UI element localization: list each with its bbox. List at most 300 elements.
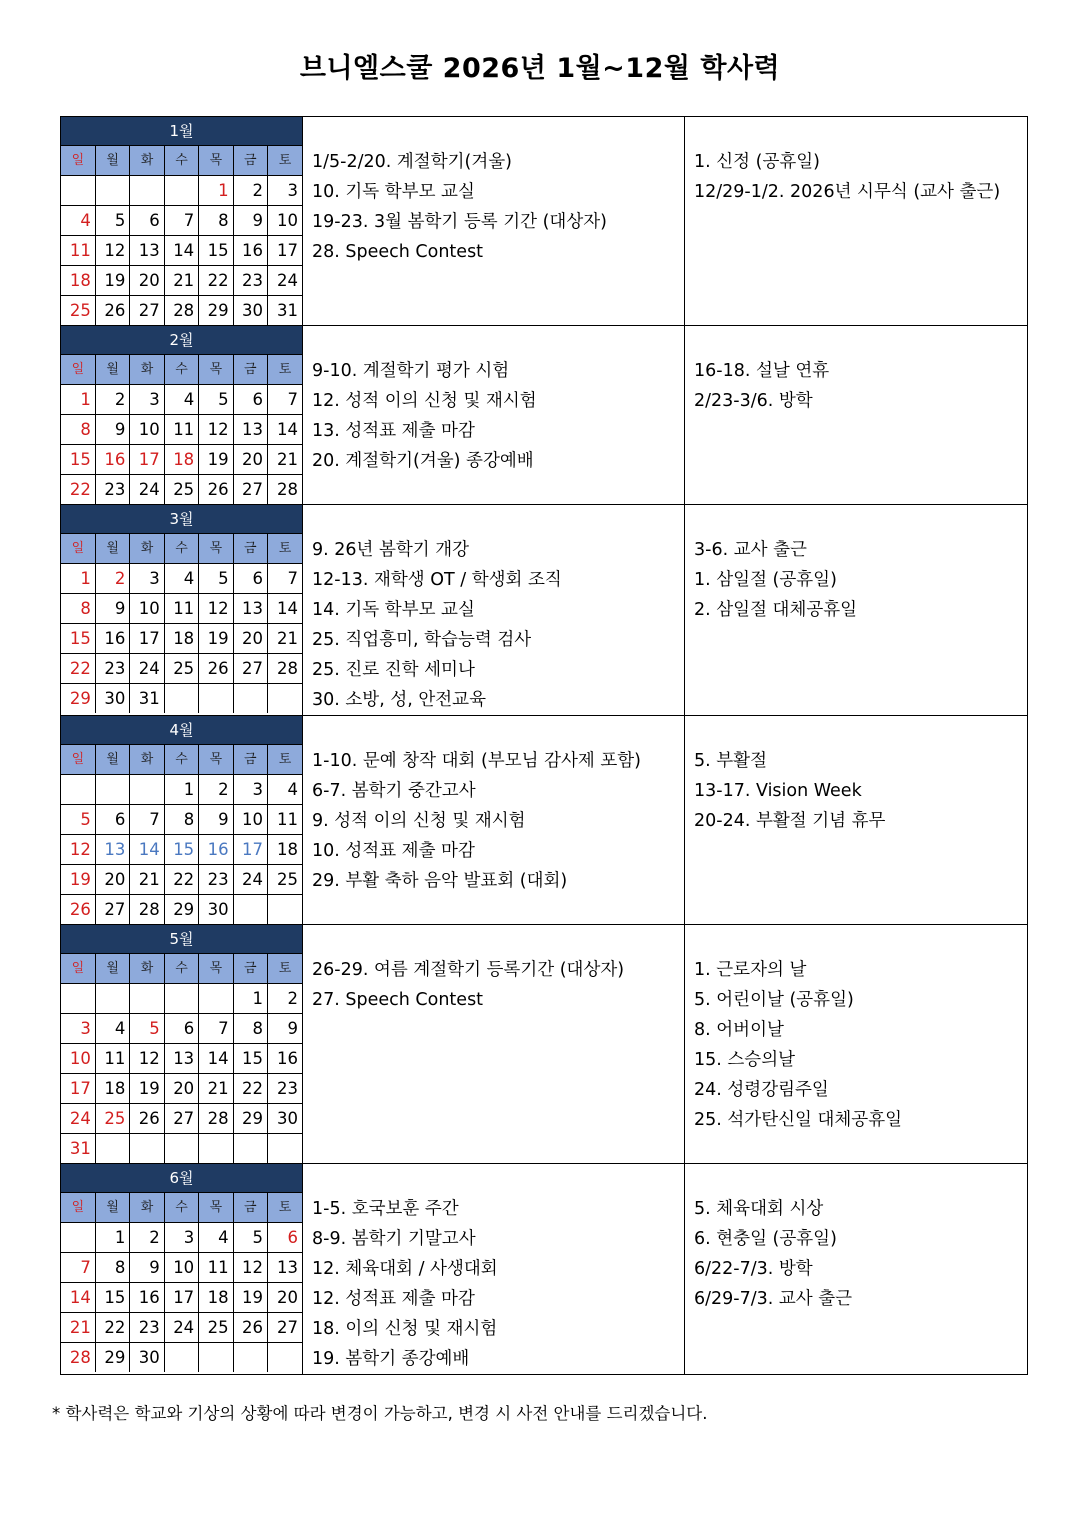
day-cell: 17 bbox=[268, 236, 302, 266]
event-item: 1-10. 문예 창작 대회 (부모님 감사제 포함) bbox=[312, 751, 641, 771]
weekday-header: 화 bbox=[130, 745, 164, 775]
event-item: 25. 진로 진학 세미나 bbox=[312, 660, 475, 680]
day-cell: 2 bbox=[268, 984, 302, 1014]
day-cell: 22 bbox=[164, 865, 198, 895]
month-title: 1월 bbox=[61, 117, 302, 146]
event-item: 26-29. 여름 계절학기 등록기간 (대상자) bbox=[312, 960, 625, 980]
month-calendar bbox=[61, 326, 303, 505]
day-cell: 18 bbox=[61, 266, 95, 296]
week-row bbox=[61, 266, 302, 296]
week-row bbox=[61, 176, 302, 206]
holiday-item: 6/29-7/3. 교사 출근 bbox=[694, 1289, 853, 1309]
holiday-item: 5. 체육대회 시상 bbox=[694, 1199, 824, 1219]
day-cell bbox=[199, 1134, 233, 1164]
day-cell: 23 bbox=[268, 1074, 302, 1104]
day-cell: 9 bbox=[233, 206, 267, 236]
day-cell: 30 bbox=[268, 1104, 302, 1134]
day-cell bbox=[130, 1134, 164, 1164]
day-cell: 18 bbox=[199, 1283, 233, 1313]
day-cell: 28 bbox=[61, 1343, 95, 1373]
holiday-item: 20-24. 부활절 기념 휴무 bbox=[694, 811, 886, 831]
weekday-header: 금 bbox=[233, 534, 267, 564]
event-item: 12-13. 재학생 OT / 학생회 조직 bbox=[312, 570, 562, 590]
day-cell bbox=[268, 684, 302, 714]
day-cell: 14 bbox=[268, 415, 302, 445]
day-cell bbox=[130, 775, 164, 805]
day-cell: 16 bbox=[95, 445, 129, 475]
day-cell: 31 bbox=[130, 684, 164, 714]
month-block bbox=[61, 505, 1028, 716]
event-item: 30. 소방, 성, 안전교육 bbox=[312, 690, 486, 710]
day-cell bbox=[199, 984, 233, 1014]
weekday-header: 토 bbox=[268, 954, 302, 984]
day-cell: 23 bbox=[199, 865, 233, 895]
day-cell: 10 bbox=[61, 1044, 95, 1074]
day-cell: 23 bbox=[233, 266, 267, 296]
week-row bbox=[61, 835, 302, 865]
day-cell: 6 bbox=[233, 564, 267, 594]
day-cell bbox=[164, 984, 198, 1014]
weekday-header: 일 bbox=[61, 355, 95, 385]
day-cell: 17 bbox=[164, 1283, 198, 1313]
day-cell: 5 bbox=[199, 385, 233, 415]
weekday-header: 일 bbox=[61, 534, 95, 564]
month-holidays bbox=[685, 1164, 1028, 1375]
weekday-header: 목 bbox=[199, 355, 233, 385]
event-item: 20. 계절학기(겨울) 종강예배 bbox=[312, 451, 534, 471]
day-cell bbox=[164, 176, 198, 206]
month-calendar bbox=[61, 716, 303, 925]
week-row bbox=[61, 1253, 302, 1283]
day-cell bbox=[130, 176, 164, 206]
weekday-header: 목 bbox=[199, 745, 233, 775]
day-cell: 15 bbox=[95, 1283, 129, 1313]
weekday-header: 일 bbox=[61, 146, 95, 176]
day-cell: 9 bbox=[95, 415, 129, 445]
weekday-header: 수 bbox=[164, 745, 198, 775]
day-cell: 10 bbox=[130, 415, 164, 445]
day-cell bbox=[233, 1343, 267, 1373]
day-cell: 4 bbox=[164, 385, 198, 415]
day-cell: 3 bbox=[130, 385, 164, 415]
week-row bbox=[61, 1223, 302, 1253]
day-cell: 25 bbox=[61, 296, 95, 326]
day-cell: 3 bbox=[61, 1014, 95, 1044]
week-row bbox=[61, 564, 302, 594]
weekday-header: 금 bbox=[233, 954, 267, 984]
weekday-header: 목 bbox=[199, 1193, 233, 1223]
event-item: 10. 기독 학부모 교실 bbox=[312, 182, 475, 202]
month-title: 3월 bbox=[61, 505, 302, 534]
day-cell: 12 bbox=[233, 1253, 267, 1283]
day-cell: 11 bbox=[95, 1044, 129, 1074]
event-item: 19-23. 3월 봄학기 등록 기간 (대상자) bbox=[312, 212, 607, 232]
day-cell: 30 bbox=[95, 684, 129, 714]
day-cell: 3 bbox=[164, 1223, 198, 1253]
day-cell bbox=[164, 1134, 198, 1164]
month-holidays bbox=[685, 505, 1028, 716]
day-cell: 3 bbox=[130, 564, 164, 594]
day-cell: 29 bbox=[233, 1104, 267, 1134]
weekday-header: 수 bbox=[164, 954, 198, 984]
page-title: 브니엘스쿨 2026년 1월~12월 학사력 bbox=[299, 53, 781, 84]
day-cell: 24 bbox=[164, 1313, 198, 1343]
day-cell: 20 bbox=[130, 266, 164, 296]
day-cell: 24 bbox=[61, 1104, 95, 1134]
holiday-item: 25. 석가탄신일 대체공휴일 bbox=[694, 1110, 903, 1130]
day-cell: 27 bbox=[268, 1313, 302, 1343]
holiday-item: 13-17. Vision Week bbox=[694, 781, 862, 801]
weekday-header: 월 bbox=[95, 745, 129, 775]
day-cell: 10 bbox=[268, 206, 302, 236]
day-cell: 14 bbox=[61, 1283, 95, 1313]
day-cell: 23 bbox=[95, 475, 129, 505]
day-cell: 2 bbox=[95, 385, 129, 415]
day-cell: 19 bbox=[95, 266, 129, 296]
holiday-item: 6. 현충일 (공휴일) bbox=[694, 1229, 837, 1249]
day-cell: 7 bbox=[268, 564, 302, 594]
week-row bbox=[61, 865, 302, 895]
day-cell: 8 bbox=[233, 1014, 267, 1044]
holiday-item: 15. 스승의날 bbox=[694, 1050, 796, 1070]
day-cell: 26 bbox=[199, 475, 233, 505]
weekday-header: 화 bbox=[130, 146, 164, 176]
holiday-item: 1. 근로자의 날 bbox=[694, 960, 807, 980]
weekday-header: 토 bbox=[268, 745, 302, 775]
holiday-item: 1. 신정 (공휴일) bbox=[694, 152, 821, 172]
mini-calendar bbox=[61, 326, 302, 504]
weekday-header: 금 bbox=[233, 355, 267, 385]
day-cell bbox=[268, 1134, 302, 1164]
weekday-header: 토 bbox=[268, 1193, 302, 1223]
week-row bbox=[61, 624, 302, 654]
week-row bbox=[61, 1104, 302, 1134]
weekday-header: 금 bbox=[233, 1193, 267, 1223]
day-cell: 17 bbox=[61, 1074, 95, 1104]
weekday-header: 토 bbox=[268, 146, 302, 176]
day-cell: 16 bbox=[199, 835, 233, 865]
mini-calendar bbox=[61, 925, 302, 1163]
day-cell: 11 bbox=[164, 415, 198, 445]
day-cell: 1 bbox=[164, 775, 198, 805]
week-row bbox=[61, 1283, 302, 1313]
month-holidays bbox=[685, 716, 1028, 925]
month-events bbox=[303, 117, 685, 326]
day-cell: 18 bbox=[164, 445, 198, 475]
day-cell bbox=[268, 1343, 302, 1373]
weekday-header: 월 bbox=[95, 1193, 129, 1223]
day-cell: 16 bbox=[130, 1283, 164, 1313]
day-cell: 24 bbox=[268, 266, 302, 296]
week-row bbox=[61, 475, 302, 505]
weekday-header: 수 bbox=[164, 146, 198, 176]
event-item: 12. 성적 이의 신청 및 재시험 bbox=[312, 391, 537, 411]
day-cell: 24 bbox=[233, 865, 267, 895]
week-row bbox=[61, 1134, 302, 1164]
day-cell: 27 bbox=[233, 475, 267, 505]
day-cell: 18 bbox=[268, 835, 302, 865]
day-cell: 6 bbox=[130, 206, 164, 236]
weekday-header: 수 bbox=[164, 355, 198, 385]
event-item: 19. 봄학기 종강예배 bbox=[312, 1349, 470, 1369]
weekday-header: 월 bbox=[95, 954, 129, 984]
day-cell: 30 bbox=[130, 1343, 164, 1373]
day-cell: 26 bbox=[233, 1313, 267, 1343]
month-title: 4월 bbox=[61, 716, 302, 745]
day-cell: 22 bbox=[95, 1313, 129, 1343]
week-row bbox=[61, 684, 302, 714]
week-row bbox=[61, 984, 302, 1014]
weekday-header: 목 bbox=[199, 146, 233, 176]
weekday-header: 수 bbox=[164, 1193, 198, 1223]
holiday-item: 24. 성령강림주일 bbox=[694, 1080, 829, 1100]
day-cell: 1 bbox=[61, 385, 95, 415]
day-cell: 20 bbox=[233, 624, 267, 654]
weekday-header: 일 bbox=[61, 745, 95, 775]
day-cell: 13 bbox=[233, 594, 267, 624]
day-cell: 21 bbox=[268, 624, 302, 654]
event-item: 13. 성적표 제출 마감 bbox=[312, 421, 475, 441]
day-cell: 10 bbox=[233, 805, 267, 835]
weekday-header: 일 bbox=[61, 954, 95, 984]
event-item: 9-10. 계절학기 평가 시험 bbox=[312, 361, 510, 381]
day-cell: 21 bbox=[130, 865, 164, 895]
day-cell: 28 bbox=[268, 475, 302, 505]
week-row bbox=[61, 1343, 302, 1373]
day-cell: 11 bbox=[61, 236, 95, 266]
day-cell: 4 bbox=[95, 1014, 129, 1044]
holiday-item: 8. 어버이날 bbox=[694, 1020, 784, 1040]
day-cell: 19 bbox=[199, 624, 233, 654]
day-cell: 1 bbox=[199, 176, 233, 206]
day-cell bbox=[61, 984, 95, 1014]
day-cell: 2 bbox=[233, 176, 267, 206]
event-item: 29. 부활 축하 음악 발표회 (대회) bbox=[312, 871, 568, 891]
event-item: 27. Speech Contest bbox=[312, 990, 484, 1010]
weekday-header: 화 bbox=[130, 355, 164, 385]
mini-calendar bbox=[61, 117, 302, 325]
event-item: 28. Speech Contest bbox=[312, 242, 484, 262]
day-cell: 27 bbox=[95, 895, 129, 925]
day-cell: 2 bbox=[95, 564, 129, 594]
day-cell: 28 bbox=[268, 654, 302, 684]
week-row bbox=[61, 1044, 302, 1074]
day-cell: 12 bbox=[199, 594, 233, 624]
day-cell bbox=[233, 895, 267, 925]
week-row bbox=[61, 415, 302, 445]
day-cell: 24 bbox=[130, 654, 164, 684]
day-cell: 19 bbox=[61, 865, 95, 895]
holiday-item: 2/23-3/6. 방학 bbox=[694, 391, 813, 411]
day-cell: 7 bbox=[61, 1253, 95, 1283]
holiday-item: 6/22-7/3. 방학 bbox=[694, 1259, 813, 1279]
day-cell: 26 bbox=[61, 895, 95, 925]
day-cell: 21 bbox=[61, 1313, 95, 1343]
day-cell: 4 bbox=[61, 206, 95, 236]
day-cell: 21 bbox=[268, 445, 302, 475]
week-row bbox=[61, 805, 302, 835]
mini-calendar bbox=[61, 1164, 302, 1372]
day-cell: 6 bbox=[164, 1014, 198, 1044]
day-cell: 25 bbox=[268, 865, 302, 895]
day-cell bbox=[95, 176, 129, 206]
week-row bbox=[61, 594, 302, 624]
day-cell: 5 bbox=[199, 564, 233, 594]
month-events bbox=[303, 925, 685, 1164]
day-cell: 28 bbox=[199, 1104, 233, 1134]
day-cell: 9 bbox=[130, 1253, 164, 1283]
day-cell: 22 bbox=[199, 266, 233, 296]
day-cell: 20 bbox=[164, 1074, 198, 1104]
holiday-item: 16-18. 설날 연휴 bbox=[694, 361, 830, 381]
week-row bbox=[61, 1014, 302, 1044]
month-block bbox=[61, 117, 1028, 326]
day-cell: 30 bbox=[199, 895, 233, 925]
day-cell: 29 bbox=[61, 684, 95, 714]
day-cell: 15 bbox=[61, 624, 95, 654]
day-cell: 9 bbox=[199, 805, 233, 835]
day-cell bbox=[95, 1134, 129, 1164]
day-cell: 11 bbox=[268, 805, 302, 835]
day-cell bbox=[95, 984, 129, 1014]
day-cell: 7 bbox=[268, 385, 302, 415]
day-cell: 8 bbox=[61, 594, 95, 624]
day-cell: 13 bbox=[164, 1044, 198, 1074]
day-cell: 9 bbox=[95, 594, 129, 624]
day-cell: 10 bbox=[130, 594, 164, 624]
month-events bbox=[303, 716, 685, 925]
event-item: 14. 기독 학부모 교실 bbox=[312, 600, 475, 620]
month-holidays bbox=[685, 326, 1028, 505]
day-cell: 16 bbox=[95, 624, 129, 654]
weekday-header: 금 bbox=[233, 745, 267, 775]
day-cell: 6 bbox=[95, 805, 129, 835]
day-cell: 11 bbox=[199, 1253, 233, 1283]
day-cell bbox=[268, 895, 302, 925]
day-cell: 7 bbox=[164, 206, 198, 236]
day-cell: 31 bbox=[61, 1134, 95, 1164]
holiday-item: 1. 삼일절 (공휴일) bbox=[694, 570, 837, 590]
day-cell: 15 bbox=[199, 236, 233, 266]
weekday-header: 토 bbox=[268, 534, 302, 564]
day-cell: 18 bbox=[95, 1074, 129, 1104]
day-cell: 13 bbox=[268, 1253, 302, 1283]
footnote: * 학사력은 학교와 기상의 상황에 따라 변경이 가능하고, 변경 시 사전 안내를 드리겠습니다. bbox=[52, 1404, 708, 1423]
event-item: 8-9. 봄학기 기말고사 bbox=[312, 1229, 476, 1249]
month-holidays bbox=[685, 117, 1028, 326]
day-cell: 12 bbox=[95, 236, 129, 266]
weekday-header: 월 bbox=[95, 146, 129, 176]
event-item: 1-5. 호국보훈 주간 bbox=[312, 1199, 459, 1219]
day-cell: 8 bbox=[95, 1253, 129, 1283]
day-cell: 17 bbox=[130, 445, 164, 475]
month-events bbox=[303, 326, 685, 505]
month-block bbox=[61, 925, 1028, 1164]
day-cell: 26 bbox=[199, 654, 233, 684]
mini-calendar bbox=[61, 716, 302, 924]
day-cell: 13 bbox=[130, 236, 164, 266]
weekday-header: 화 bbox=[130, 1193, 164, 1223]
day-cell bbox=[95, 775, 129, 805]
day-cell: 27 bbox=[130, 296, 164, 326]
day-cell: 27 bbox=[233, 654, 267, 684]
day-cell: 14 bbox=[130, 835, 164, 865]
day-cell: 14 bbox=[164, 236, 198, 266]
weekday-header: 목 bbox=[199, 954, 233, 984]
day-cell: 31 bbox=[268, 296, 302, 326]
month-title: 6월 bbox=[61, 1164, 302, 1193]
month-events bbox=[303, 505, 685, 716]
month-calendar bbox=[61, 117, 303, 326]
week-row bbox=[61, 1313, 302, 1343]
day-cell: 29 bbox=[95, 1343, 129, 1373]
weekday-header: 목 bbox=[199, 534, 233, 564]
day-cell: 13 bbox=[95, 835, 129, 865]
day-cell: 23 bbox=[130, 1313, 164, 1343]
day-cell: 1 bbox=[95, 1223, 129, 1253]
day-cell: 14 bbox=[199, 1044, 233, 1074]
day-cell: 5 bbox=[130, 1014, 164, 1044]
month-title: 2월 bbox=[61, 326, 302, 355]
day-cell: 2 bbox=[199, 775, 233, 805]
day-cell: 5 bbox=[95, 206, 129, 236]
day-cell: 26 bbox=[95, 296, 129, 326]
weekday-header: 수 bbox=[164, 534, 198, 564]
day-cell: 6 bbox=[233, 385, 267, 415]
day-cell: 15 bbox=[61, 445, 95, 475]
month-calendar bbox=[61, 505, 303, 716]
day-cell: 30 bbox=[233, 296, 267, 326]
week-row bbox=[61, 385, 302, 415]
day-cell: 21 bbox=[164, 266, 198, 296]
day-cell: 22 bbox=[61, 654, 95, 684]
month-calendar bbox=[61, 925, 303, 1164]
week-row bbox=[61, 236, 302, 266]
day-cell: 18 bbox=[164, 624, 198, 654]
day-cell: 5 bbox=[233, 1223, 267, 1253]
weekday-header: 금 bbox=[233, 146, 267, 176]
day-cell: 9 bbox=[268, 1014, 302, 1044]
day-cell: 7 bbox=[130, 805, 164, 835]
day-cell: 16 bbox=[233, 236, 267, 266]
day-cell: 28 bbox=[130, 895, 164, 925]
day-cell bbox=[61, 1223, 95, 1253]
day-cell bbox=[61, 775, 95, 805]
day-cell: 17 bbox=[130, 624, 164, 654]
day-cell: 27 bbox=[164, 1104, 198, 1134]
month-events bbox=[303, 1164, 685, 1375]
event-item: 25. 직업흥미, 학습능력 검사 bbox=[312, 630, 532, 650]
day-cell: 8 bbox=[199, 206, 233, 236]
day-cell: 29 bbox=[164, 895, 198, 925]
day-cell: 3 bbox=[268, 176, 302, 206]
weekday-header: 월 bbox=[95, 355, 129, 385]
event-item: 18. 이의 신청 및 재시험 bbox=[312, 1319, 498, 1339]
month-block bbox=[61, 716, 1028, 925]
day-cell: 10 bbox=[164, 1253, 198, 1283]
day-cell: 16 bbox=[268, 1044, 302, 1074]
weekday-header: 월 bbox=[95, 534, 129, 564]
day-cell: 3 bbox=[233, 775, 267, 805]
month-block bbox=[61, 1164, 1028, 1375]
day-cell: 25 bbox=[95, 1104, 129, 1134]
day-cell: 4 bbox=[268, 775, 302, 805]
event-item: 10. 성적표 제출 마감 bbox=[312, 841, 475, 861]
day-cell: 22 bbox=[233, 1074, 267, 1104]
week-row bbox=[61, 445, 302, 475]
day-cell: 28 bbox=[164, 296, 198, 326]
day-cell: 25 bbox=[199, 1313, 233, 1343]
